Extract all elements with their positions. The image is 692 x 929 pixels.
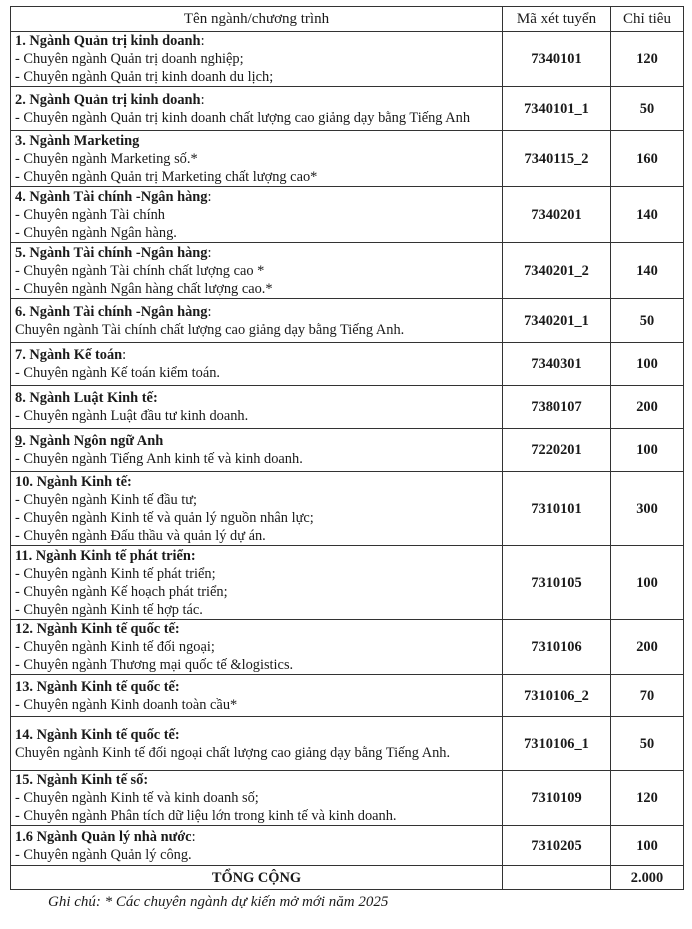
table-header-row bbox=[11, 7, 684, 32]
specialization-line: - Chuyên ngành Tài chính chất lượng cao * bbox=[15, 262, 265, 279]
header-code: Mã xét tuyển bbox=[503, 7, 611, 32]
quota: 100 bbox=[611, 826, 684, 866]
specialization-line: - Chuyên ngành Luật đầu tư kinh doanh. bbox=[15, 408, 249, 424]
specialization-line: - Chuyên ngành Tài chính bbox=[15, 206, 166, 223]
admission-code: 7340101 bbox=[503, 32, 611, 87]
specialization-line: - Chuyên ngành Kế hoạch phát triển; bbox=[15, 583, 228, 600]
program-title bbox=[15, 188, 498, 206]
table-row bbox=[11, 243, 684, 299]
program-title bbox=[15, 132, 498, 150]
specialization-line: - Chuyên ngành Ngân hàng. bbox=[15, 224, 177, 241]
program-cell bbox=[11, 32, 503, 87]
table-row bbox=[11, 675, 684, 717]
program-cell bbox=[11, 675, 503, 717]
specialization-line: - Chuyên ngành Phân tích dữ liệu lớn trong kinh tế và kinh doanh. bbox=[15, 808, 397, 824]
program-title bbox=[15, 726, 498, 744]
program-number: 12. bbox=[15, 621, 33, 637]
total-code bbox=[503, 866, 611, 890]
quota: 50 bbox=[611, 87, 684, 131]
program-title-text: Ngành Kinh tế phát triển: bbox=[32, 547, 196, 564]
program-title-suffix: : bbox=[207, 303, 212, 320]
program-title bbox=[15, 473, 498, 491]
specialization-line: - Chuyên ngành Kế toán kiểm toán. bbox=[15, 365, 221, 381]
admission-code: 7310205 bbox=[503, 826, 611, 866]
program-cell bbox=[11, 243, 503, 299]
program-title bbox=[15, 432, 498, 450]
quota: 70 bbox=[611, 675, 684, 717]
total-row bbox=[11, 866, 684, 890]
program-title-suffix: : bbox=[191, 828, 196, 845]
admission-code: 7310109 bbox=[503, 771, 611, 826]
table-row bbox=[11, 620, 684, 675]
program-cell bbox=[11, 386, 503, 429]
specialization-line: - Chuyên ngành Quản lý công. bbox=[15, 846, 192, 863]
specialization-line: - Chuyên ngành Kinh tế hợp tác. bbox=[15, 601, 203, 618]
table-row bbox=[11, 187, 684, 243]
program-title bbox=[15, 346, 498, 364]
program-title bbox=[15, 678, 498, 696]
program-title-text: Ngành Quản trị kinh doanh bbox=[25, 91, 201, 108]
program-title bbox=[15, 303, 498, 321]
specialization-line: - Chuyên ngành Tiếng Anh kinh tế và kinh doanh. bbox=[15, 451, 303, 467]
program-cell bbox=[11, 546, 503, 620]
program-title-text: Ngành Kinh tế quốc tế: bbox=[33, 726, 180, 743]
program-title-text: Ngành Luật Kinh tế: bbox=[25, 390, 158, 406]
program-title bbox=[15, 828, 498, 846]
document-body bbox=[10, 6, 683, 911]
quota: 100 bbox=[611, 429, 684, 472]
program-title-text: Ngành Marketing bbox=[25, 132, 140, 149]
admission-code: 7340201_2 bbox=[503, 243, 611, 299]
admission-code: 7340301 bbox=[503, 343, 611, 386]
specialization-line: - Chuyên ngành Kinh tế và quản lý nguồn nhân lực; bbox=[15, 509, 314, 526]
program-number: 13. bbox=[15, 678, 33, 695]
program-title-text: Ngành Tài chính -Ngân hàng bbox=[25, 303, 208, 320]
quota: 140 bbox=[611, 187, 684, 243]
program-title bbox=[15, 547, 498, 565]
admission-code: 7340201_1 bbox=[503, 299, 611, 343]
program-title bbox=[15, 244, 498, 262]
quota: 140 bbox=[611, 243, 684, 299]
program-title bbox=[15, 771, 498, 789]
specialization-line: - Chuyên ngành Marketing số.* bbox=[15, 150, 198, 167]
table-row bbox=[11, 343, 684, 386]
program-title-text: Ngành Tài chính -Ngân hàng bbox=[25, 244, 208, 261]
program-number: 5. bbox=[15, 244, 26, 261]
quota: 50 bbox=[611, 717, 684, 771]
program-cell bbox=[11, 620, 503, 675]
admission-code: 7310106_2 bbox=[503, 675, 611, 717]
admission-quota-table bbox=[10, 6, 684, 890]
quota: 100 bbox=[611, 546, 684, 620]
program-number: 9 bbox=[15, 433, 23, 449]
program-title-text: Ngành Quản trị kinh doanh bbox=[25, 33, 201, 49]
specialization-line: - Chuyên ngành Quản trị kinh doanh chất lượng cao giảng dạy bằng Tiếng Anh bbox=[15, 109, 471, 126]
program-number: 1. bbox=[15, 33, 26, 49]
header-quota: Chỉ tiêu bbox=[611, 7, 684, 32]
program-title bbox=[15, 32, 498, 50]
program-number: 14. bbox=[15, 726, 33, 743]
program-cell bbox=[11, 87, 503, 131]
program-cell bbox=[11, 131, 503, 187]
program-title-text: Ngành Quản lý nhà nước bbox=[33, 828, 192, 845]
program-title-text: Ngành Kinh tế số: bbox=[33, 772, 149, 788]
table-row bbox=[11, 131, 684, 187]
program-title-suffix: : bbox=[207, 188, 212, 205]
specialization-line: - Chuyên ngành Quản trị doanh nghiệp; bbox=[15, 51, 244, 67]
program-cell bbox=[11, 343, 503, 386]
table-row bbox=[11, 299, 684, 343]
quota: 200 bbox=[611, 386, 684, 429]
program-cell bbox=[11, 299, 503, 343]
program-number: 7. bbox=[15, 347, 26, 363]
program-cell bbox=[11, 429, 503, 472]
program-title-text: Ngành Kế toán bbox=[25, 347, 123, 363]
table-row bbox=[11, 386, 684, 429]
specialization-line: - Chuyên ngành Kinh doanh toàn cầu* bbox=[15, 696, 238, 713]
program-title bbox=[15, 620, 498, 638]
specialization-line: - Chuyên ngành Kinh tế phát triển; bbox=[15, 565, 216, 582]
program-title-suffix: : bbox=[200, 33, 205, 49]
quota: 120 bbox=[611, 32, 684, 87]
specialization-line: - Chuyên ngành Đấu thầu và quản lý dự án. bbox=[15, 527, 266, 544]
quota: 50 bbox=[611, 299, 684, 343]
program-number: 3. bbox=[15, 132, 26, 149]
program-title-suffix: : bbox=[122, 347, 127, 363]
program-title-text: Ngành Tài chính -Ngân hàng bbox=[25, 188, 208, 205]
table-row bbox=[11, 717, 684, 771]
specialization-line: - Chuyên ngành Kinh tế đầu tư; bbox=[15, 491, 198, 508]
admission-code: 7310106 bbox=[503, 620, 611, 675]
program-title-text: Ngành Kinh tế quốc tế: bbox=[33, 621, 180, 637]
quota: 160 bbox=[611, 131, 684, 187]
specialization-line: - Chuyên ngành Quản trị Marketing chất lượng cao* bbox=[15, 168, 318, 185]
program-cell bbox=[11, 717, 503, 771]
table-row bbox=[11, 771, 684, 826]
admission-code: 7340201 bbox=[503, 187, 611, 243]
admission-code: 7340115_2 bbox=[503, 131, 611, 187]
admission-code: 7310106_1 bbox=[503, 717, 611, 771]
table-row bbox=[11, 87, 684, 131]
specialization-line: - Chuyên ngành Ngân hàng chất lượng cao.* bbox=[15, 280, 273, 297]
program-number: 8. bbox=[15, 390, 26, 406]
table-row bbox=[11, 826, 684, 866]
table-row bbox=[11, 429, 684, 472]
total-label: TỔNG CỘNG bbox=[11, 866, 503, 890]
table-row bbox=[11, 546, 684, 620]
table-row bbox=[11, 472, 684, 546]
program-cell bbox=[11, 187, 503, 243]
footnote: Ghi chú: * Các chuyên ngành dự kiến mở mới năm 2025 bbox=[48, 894, 389, 910]
program-title bbox=[15, 389, 498, 407]
quota: 100 bbox=[611, 343, 684, 386]
program-cell bbox=[11, 826, 503, 866]
program-number: 1.6 bbox=[15, 828, 33, 845]
program-number: 11. bbox=[15, 547, 33, 564]
program-number: 6. bbox=[15, 303, 26, 320]
admission-code: 7340101_1 bbox=[503, 87, 611, 131]
specialization-line: - Chuyên ngành Quản trị kinh doanh du lịch; bbox=[15, 69, 274, 85]
program-cell bbox=[11, 472, 503, 546]
admission-code: 7310105 bbox=[503, 546, 611, 620]
specialization-line: - Chuyên ngành Kinh tế đối ngoại; bbox=[15, 639, 215, 655]
program-number: 15. bbox=[15, 772, 33, 788]
specialization-line: - Chuyên ngành Thương mại quốc tế &logistics. bbox=[15, 657, 294, 673]
quota: 200 bbox=[611, 620, 684, 675]
program-number: 4. bbox=[15, 188, 26, 205]
table-row bbox=[11, 32, 684, 87]
program-title-text: Ngành Kinh tế quốc tế: bbox=[33, 678, 180, 695]
specialization-line: Chuyên ngành Tài chính chất lượng cao giảng dạy bằng Tiếng Anh. bbox=[15, 321, 405, 338]
quota: 120 bbox=[611, 771, 684, 826]
total-quota: 2.000 bbox=[611, 866, 684, 890]
program-title-text: . Ngành Ngôn ngữ Anh bbox=[22, 433, 164, 449]
program-title-suffix: : bbox=[207, 244, 212, 261]
quota: 300 bbox=[611, 472, 684, 546]
header-program: Tên ngành/chương trình bbox=[11, 7, 503, 32]
admission-code: 7380107 bbox=[503, 386, 611, 429]
program-title bbox=[15, 91, 498, 109]
program-number: 10. bbox=[15, 473, 33, 490]
program-cell bbox=[11, 771, 503, 826]
program-title-suffix: : bbox=[200, 91, 205, 108]
program-title-text: Ngành Kinh tế: bbox=[33, 473, 132, 490]
admission-code: 7220201 bbox=[503, 429, 611, 472]
specialization-line: - Chuyên ngành Kinh tế và kinh doanh số; bbox=[15, 790, 259, 806]
program-number: 2. bbox=[15, 91, 26, 108]
admission-code: 7310101 bbox=[503, 472, 611, 546]
specialization-line: Chuyên ngành Kinh tế đối ngoại chất lượng cao giảng dạy bằng Tiếng Anh. bbox=[15, 744, 451, 761]
